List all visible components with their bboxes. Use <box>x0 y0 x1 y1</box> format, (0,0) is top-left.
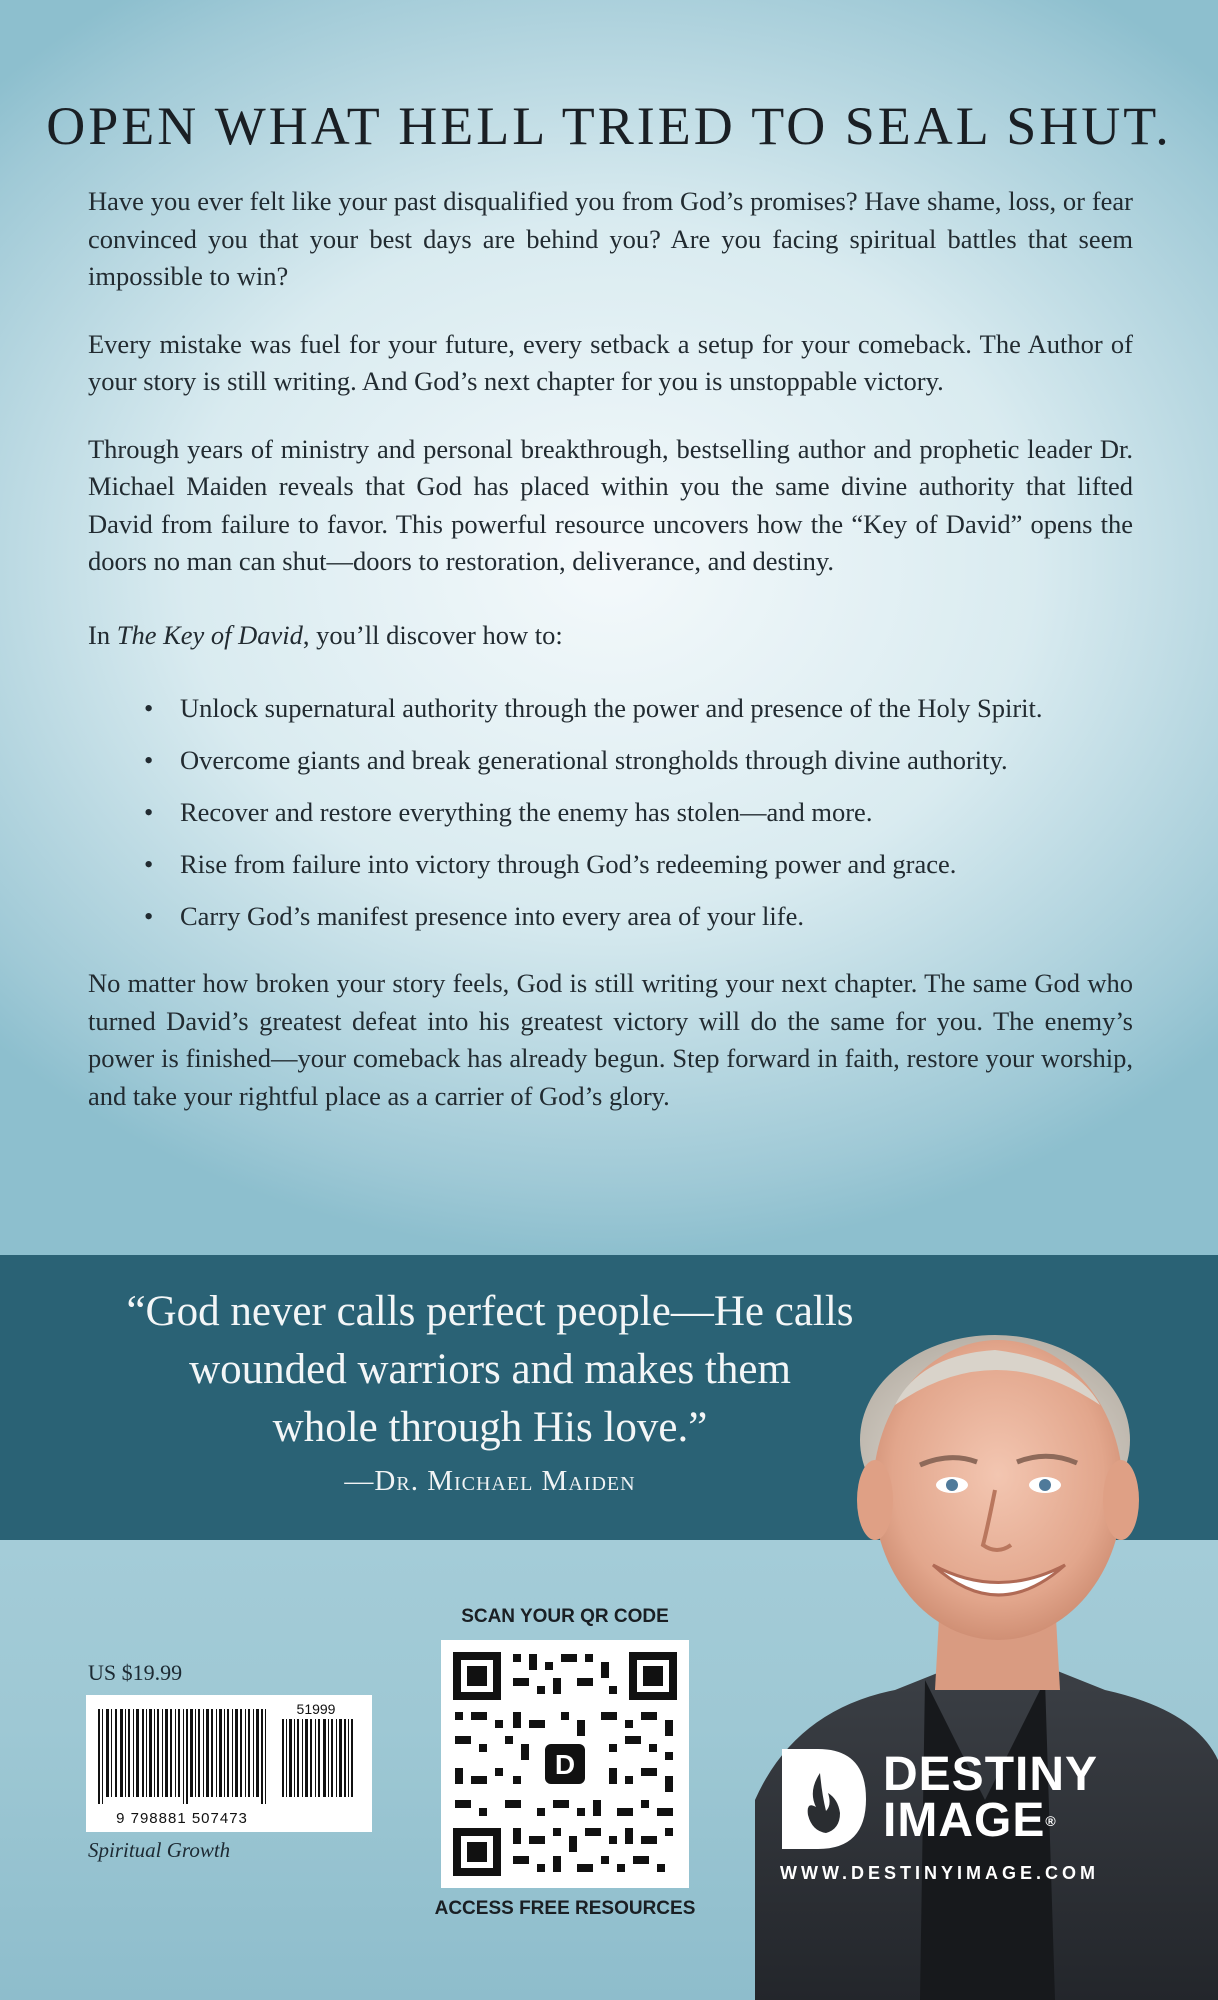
list-item-text: Carry God’s manifest presence into every area of your life. <box>180 901 804 931</box>
barcode-isbn-number: 9 798881 507473 <box>116 1810 248 1827</box>
publisher-wordmark <box>883 1748 1099 1847</box>
discover-prefix: In <box>88 619 117 650</box>
paragraph-author: Through years of ministry and personal breakthrough, bestselling author and prophetic leader Dr. Michael Maiden reveals that God has placed within you the same divine authority that lifted David from failure to favor. This powerful resource uncovers how the “Key of David” opens the doors no man can shut—doors to restoration, deliverance, and destiny. <box>88 433 1133 576</box>
book-title: The Key of David <box>116 619 303 650</box>
list-item-text: Rise from failure into victory through God’s redeeming power and grace. <box>180 849 957 879</box>
bullet-icon: • <box>144 849 154 879</box>
publisher-website[interactable]: WWW.DESTINYIMAGE.COM <box>780 1863 1099 1883</box>
barcode-addon-number: 51999 <box>296 1701 336 1717</box>
headline: OPEN WHAT HELL TRIED TO SEAL SHUT. <box>46 96 1172 156</box>
qr-center-logo: D <box>554 1749 576 1780</box>
paragraph-intro-questions: Have you ever felt like your past disqualified you from God’s promises? Have shame, loss, or fear convinced you that your best days are behind you? Are you facing spiritual battles that seem impossible to win? <box>88 186 1133 291</box>
bullet-icon: • <box>144 745 154 775</box>
registered-mark: ® <box>1045 1813 1057 1829</box>
qr-code[interactable] <box>441 1640 689 1888</box>
price: US $19.99 <box>88 1660 183 1685</box>
attribution-dash: — <box>344 1465 375 1497</box>
destiny-image-logo-icon <box>778 1745 868 1853</box>
publisher-line-2-text: IMAGE <box>883 1794 1046 1847</box>
quote-line-3: whole through His love.” <box>272 1404 708 1451</box>
benefit-list <box>88 690 1133 935</box>
list-item-text: Unlock supernatural authority through the power and presence of the Holy Spirit. <box>180 693 1043 723</box>
qr-footer: ACCESS FREE RESOURCES <box>434 1898 696 1919</box>
list-item <box>88 898 1133 935</box>
qr-title: SCAN YOUR QR CODE <box>461 1606 669 1627</box>
description-body <box>88 183 1133 1145</box>
attribution-name: Dr. Michael Maiden <box>374 1465 636 1497</box>
paragraph-comeback: Every mistake was fuel for your future, every setback a setup for your comeback. The Author of your story is still writing. And God’s next chapter for you is unstoppable victory. <box>88 328 1133 396</box>
category-label: Spiritual Growth <box>88 1838 231 1862</box>
bullet-icon: • <box>144 693 154 723</box>
list-item-text: Overcome giants and break generational strongholds through divine authority. <box>180 745 1008 775</box>
list-item <box>88 742 1133 779</box>
isbn-barcode <box>86 1695 372 1832</box>
list-item <box>88 794 1133 831</box>
paragraph-closing: No matter how broken your story feels, God is still writing your next chapter. The same God who turned David’s greatest defeat into his greatest victory will do the same for you. The enemy’s power is finished—your comeback has already begun. Step forward in faith, restore your worship, and take your rightful place as a carrier of God’s glory. <box>88 968 1133 1111</box>
quote-line-1: “God never calls perfect people—He calls <box>126 1288 854 1335</box>
publisher-line-2 <box>883 1794 1098 1847</box>
list-item-text: Recover and restore everything the enemy has stolen—and more. <box>180 797 873 827</box>
list-item <box>88 690 1133 727</box>
author-portrait <box>755 1240 1218 2000</box>
publisher-line-1: DESTINY <box>883 1748 1099 1801</box>
list-item <box>88 846 1133 883</box>
paragraph-discover <box>88 617 1133 655</box>
discover-suffix: , you’ll discover how to: <box>302 619 563 650</box>
quote-line-2: wounded warriors and makes them <box>189 1346 791 1393</box>
bullet-icon: • <box>144 901 154 931</box>
bullet-icon: • <box>144 797 154 827</box>
